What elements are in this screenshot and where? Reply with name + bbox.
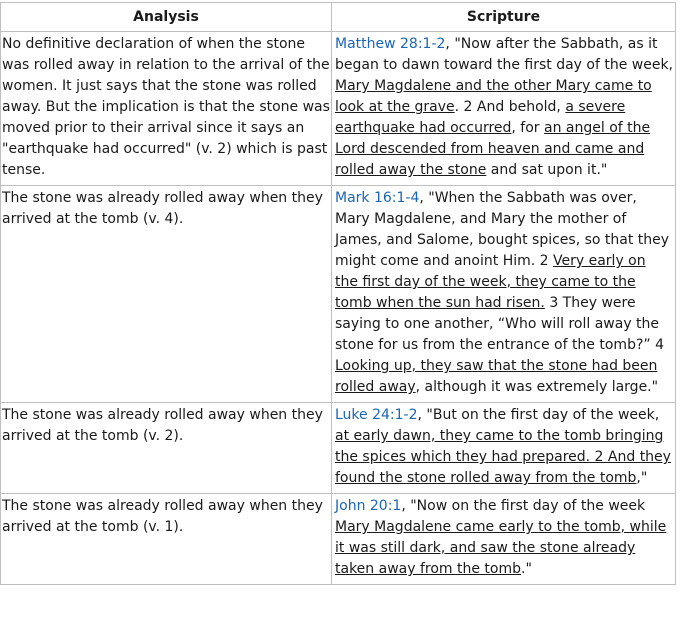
table-row [1,32,676,186]
scripture-cell [332,32,676,186]
scripture-header: Scripture [332,3,676,32]
scripture-cell [332,186,676,403]
underlined-passage: at early dawn, they came to the tomb bringing the spices which they had prepared. 2 And they found the stone rolled away from the tomb [335,428,671,486]
table-row [1,494,676,585]
seg: , "But on the first day of the week, [417,407,660,423]
seg: , although it was extremely large." [415,379,659,395]
analysis-header: Analysis [1,3,332,32]
seg: , "Now after the Sabbath, as it began to dawn toward the first day of the week, [335,36,674,73]
underlined-passage: Mary Magdalene came early to the tomb, while it was still dark, and saw the stone already taken away from the tomb [335,519,667,577]
analysis-cell: The stone was already rolled away when they arrived at the tomb (v. 4). [1,186,332,403]
seg: ." [521,561,532,577]
underlined-passage: a severe earthquake had occurred [335,99,626,136]
seg: and sat upon it." [486,162,608,178]
underlined-passage: an angel of the Lord descended from heaven and came and rolled away the stone [335,120,651,178]
seg: , for [511,120,545,136]
table-row [1,186,676,403]
underlined-passage: Mary Magdalene and the other Mary came to look at the grave [335,78,652,115]
seg: , "When the Sabbath was over, Mary Magdalene, and Mary the mother of James, and Salome, bought spices, so that they might come and anoint Him. 2 [335,190,670,269]
scripture-reference-link[interactable]: Mark 16:1-4 [335,190,420,206]
analysis-cell: The stone was already rolled away when they arrived at the tomb (v. 2). [1,403,332,494]
scripture-reference-link[interactable]: Matthew 28:1-2 [335,36,446,52]
underlined-passage: Looking up, they saw that the stone had been rolled away [335,358,658,395]
underlined-passage: Very early on the first day of the week, they came to the tomb when the sun had risen. [335,253,646,311]
scripture-cell [332,403,676,494]
scripture-reference-link[interactable]: John 20:1 [335,498,402,514]
seg: . 2 And behold, [454,99,566,115]
analysis-cell: The stone was already rolled away when they arrived at the tomb (v. 1). [1,494,332,585]
table-row [1,403,676,494]
header-row [1,3,676,32]
scripture-reference-link[interactable]: Luke 24:1-2 [335,407,418,423]
seg: 3 They were saying to one another, “Who will roll away the stone for us from the entrance of the tomb?” 4 [335,295,664,353]
seg: ," [636,470,648,486]
analysis-cell: No definitive declaration of when the stone was rolled away in relation to the arrival of the women. It just says that the stone was rolled away. But the implication is that the stone was moved prior to their arrival since it says an "earthquake had occurred" (v. 2) which is past tense. [1,32,332,186]
seg: , "Now on the first day of the week [401,498,646,514]
scripture-cell [332,494,676,585]
comparison-table [0,2,676,585]
